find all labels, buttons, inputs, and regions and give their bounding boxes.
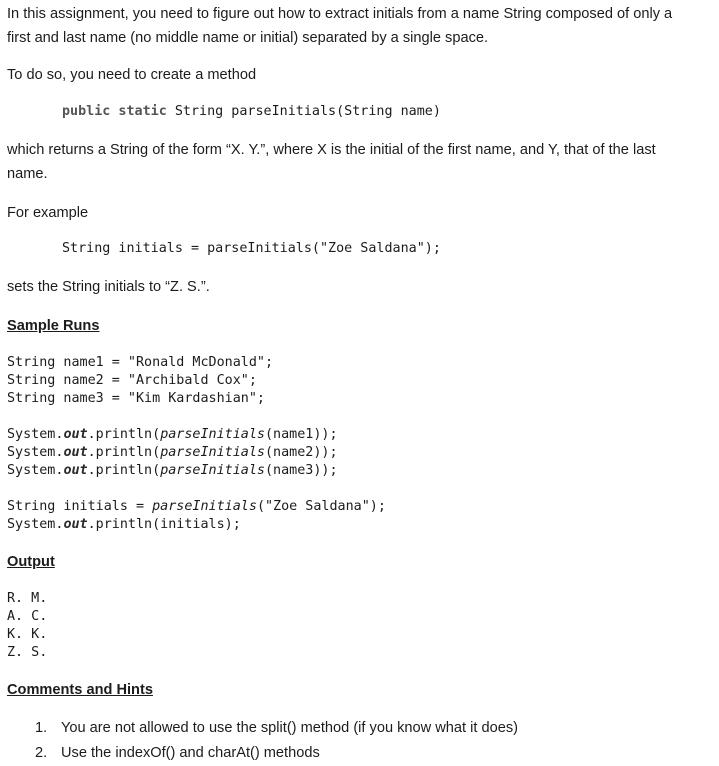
- hint-text: Use the indexOf() and charAt() methods: [61, 745, 320, 761]
- hints-list: [35, 716, 518, 766]
- comments-hints-heading: Comments and Hints: [7, 682, 153, 698]
- code-line-print2: [7, 444, 386, 462]
- code-token-parse: parseInitials: [160, 463, 265, 478]
- example-code: String initials = parseInitials("Zoe Saldana");: [62, 241, 441, 256]
- output-heading: Output: [7, 554, 55, 570]
- code-token-decl: String initials =: [7, 499, 153, 514]
- code-token-out: out: [63, 517, 88, 532]
- code-token-system: System.: [7, 463, 64, 478]
- code-token-system: System.: [7, 427, 64, 442]
- signature-modifiers: public static: [62, 104, 167, 119]
- code-token-out: out: [63, 463, 88, 478]
- method-signature: [62, 103, 441, 121]
- code-line-initials: [7, 498, 386, 516]
- code-token-out: out: [63, 427, 88, 442]
- to-do-text: To do so, you need to create a method: [7, 67, 257, 83]
- code-token-arg: ("Zoe Saldana");: [256, 499, 386, 514]
- list-item: [35, 716, 518, 741]
- code-line-print-initials: [7, 516, 386, 534]
- description-line-1: which returns a String of the form “X. Y.”, where X is the initial of the first name, and Y, that of the last: [7, 142, 656, 158]
- code-token-arg: (name2));: [265, 445, 338, 460]
- intro-line-1: In this assignment, you need to figure out how to extract initials from a name String composed of only a: [7, 6, 673, 22]
- code-line-decl3: String name3 = "Kim Kardashian";: [7, 391, 265, 406]
- code-token-system: System.: [7, 445, 64, 460]
- signature-rest: String parseInitials(String name): [166, 104, 441, 119]
- code-token-parse: parseInitials: [160, 427, 265, 442]
- description-paragraph: [7, 138, 713, 186]
- list-item: [35, 741, 518, 766]
- code-line-print3: [7, 462, 386, 480]
- code-token-println: .println(: [87, 445, 161, 460]
- code-line-decl1: String name1 = "Ronald McDonald";: [7, 355, 274, 370]
- output-line: R. M.: [7, 591, 48, 606]
- sample-code-block: [7, 354, 386, 534]
- code-token-system: System.: [7, 517, 64, 532]
- code-token-arg: (name3));: [265, 463, 338, 478]
- code-line-decl2: String name2 = "Archibald Cox";: [7, 373, 257, 388]
- hint-number: 2.: [35, 745, 48, 761]
- sets-text: sets the String initials to “Z. S.”.: [7, 279, 210, 295]
- code-token-parse: parseInitials: [152, 499, 257, 514]
- description-line-2: name.: [7, 166, 48, 182]
- output-line: K. K.: [7, 627, 48, 642]
- intro-paragraph: [7, 2, 713, 50]
- code-token-println: .println(: [87, 427, 161, 442]
- code-token-out: out: [63, 445, 88, 460]
- code-token-println: .println(initials);: [87, 517, 241, 532]
- code-line-print1: [7, 426, 386, 444]
- for-example-text: For example: [7, 205, 89, 221]
- output-block: [7, 590, 47, 662]
- sample-runs-heading: Sample Runs: [7, 318, 100, 334]
- output-line: A. C.: [7, 609, 48, 624]
- code-token-parse: parseInitials: [160, 445, 265, 460]
- code-token-println: .println(: [87, 463, 161, 478]
- intro-line-2: first and last name (no middle name or initial) separated by a single space.: [7, 30, 489, 46]
- hint-number: 1.: [35, 720, 48, 736]
- code-token-arg: (name1));: [265, 427, 338, 442]
- hint-text: You are not allowed to use the split() method (if you know what it does): [61, 720, 518, 736]
- output-line: Z. S.: [7, 645, 48, 660]
